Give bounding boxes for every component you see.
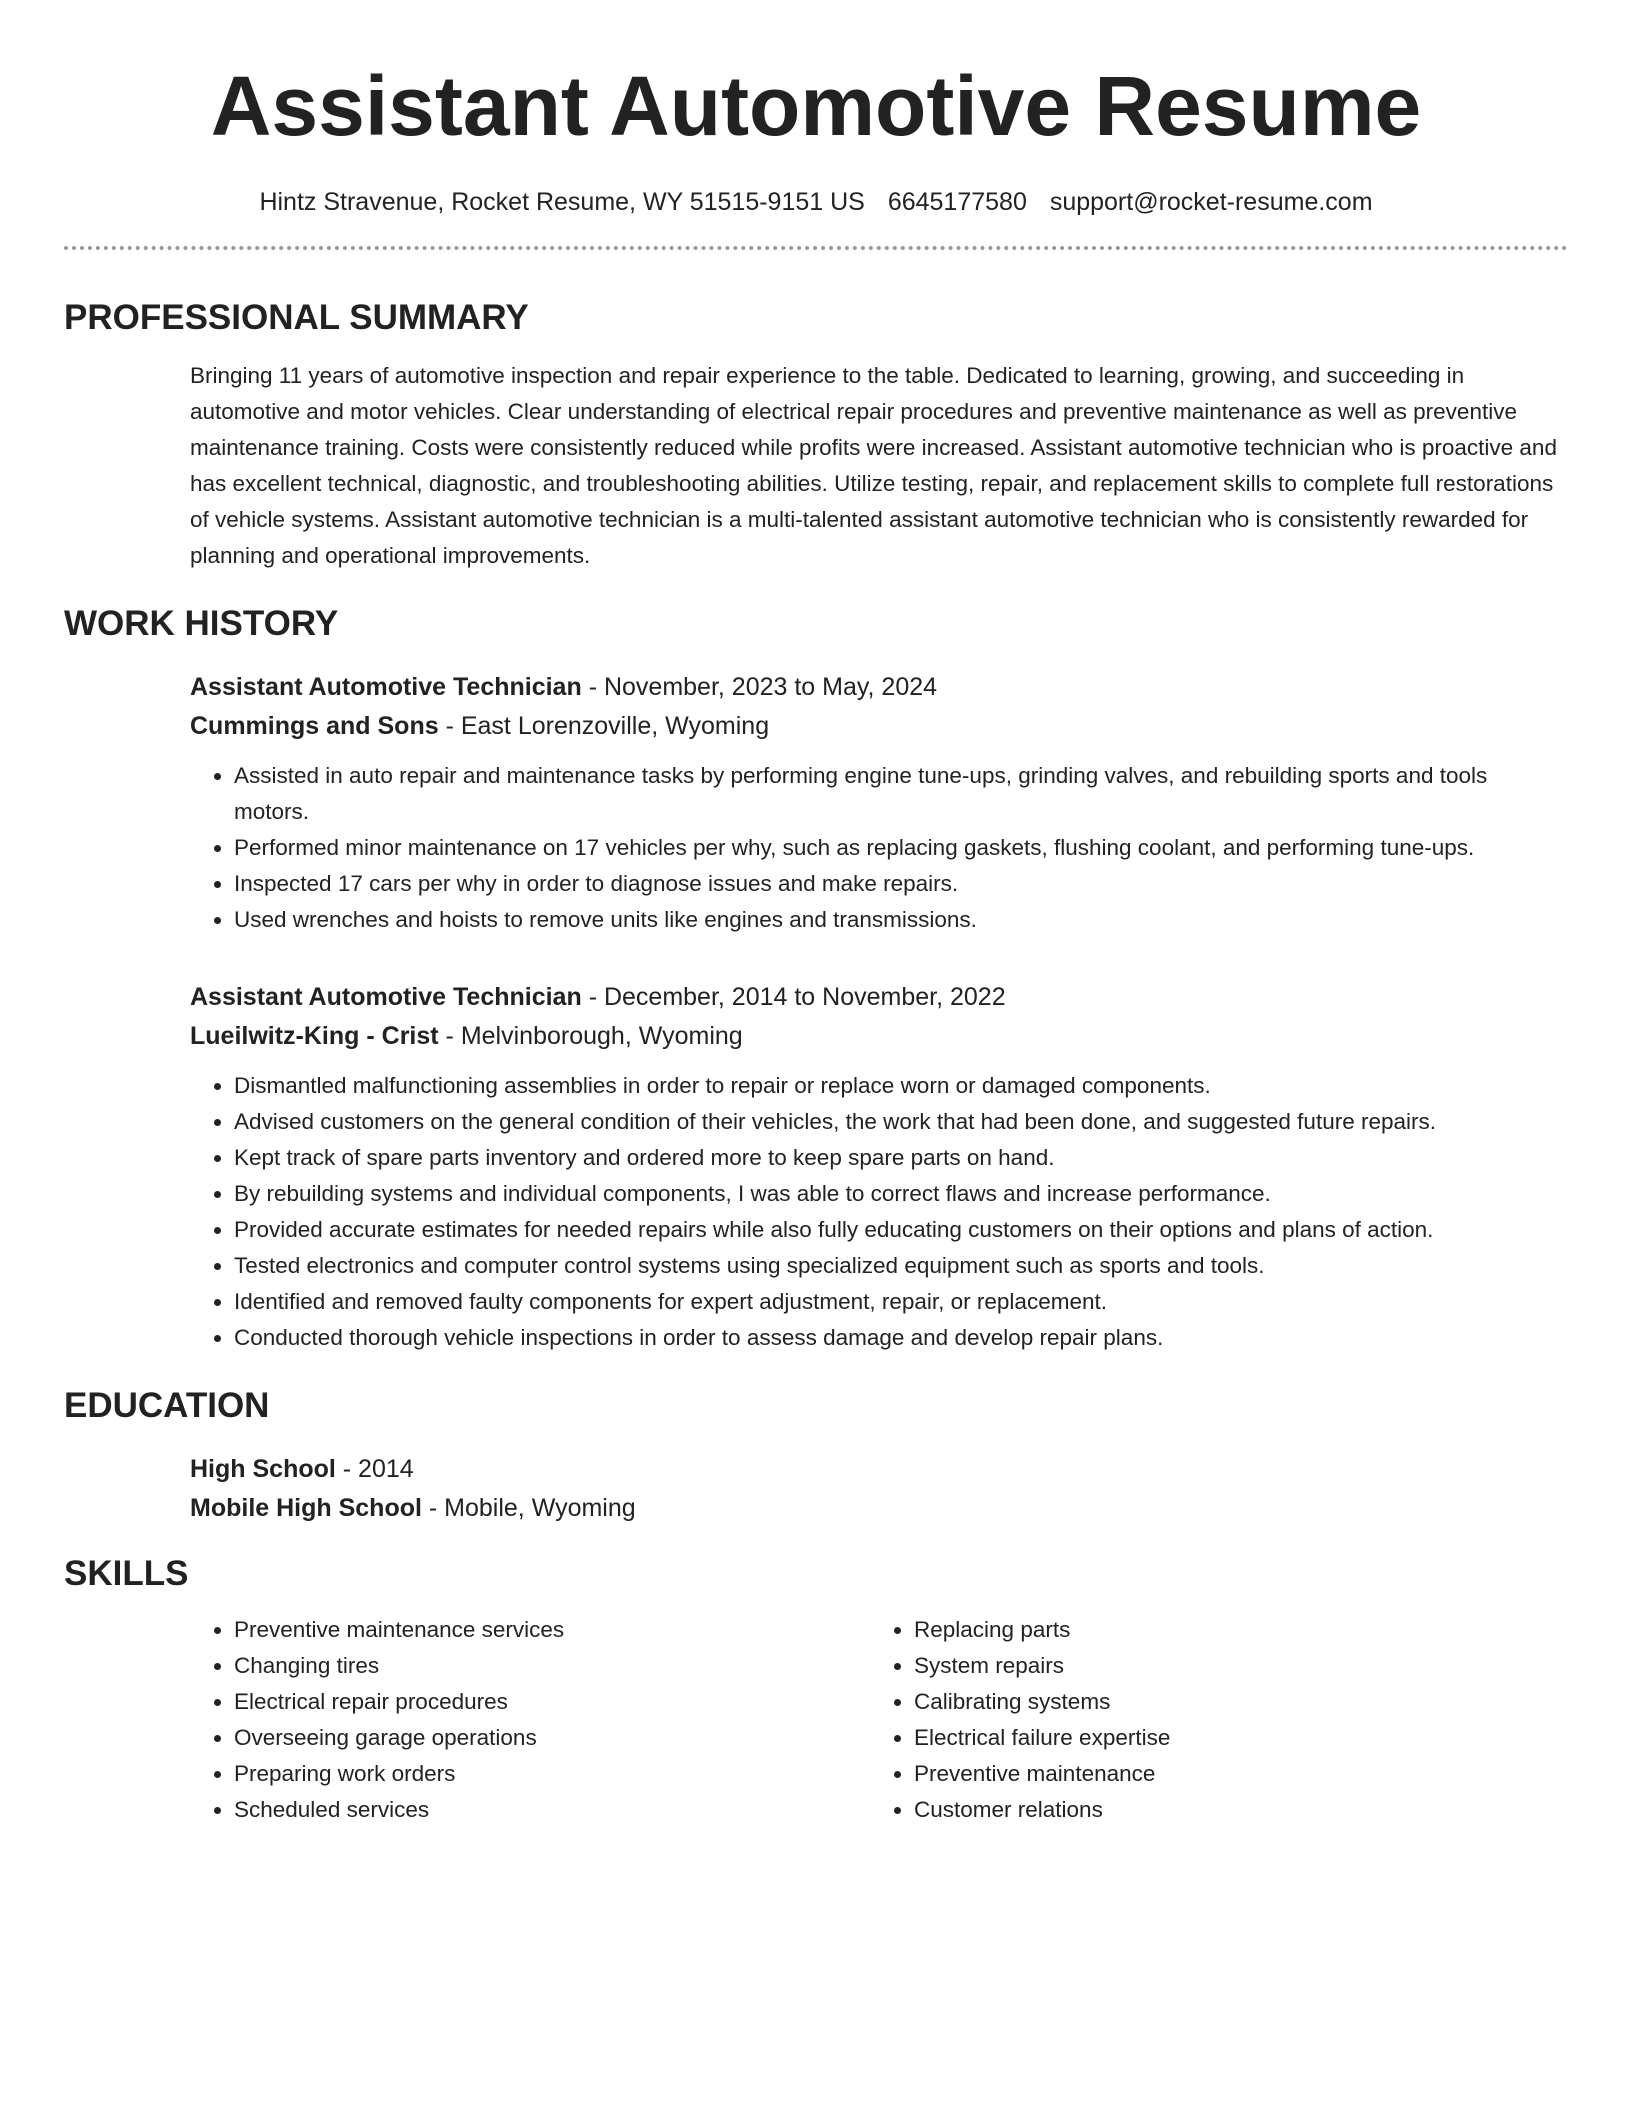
- education-entry: [190, 1450, 1568, 1528]
- job-role-line: [190, 978, 1568, 1017]
- skills-columns: [190, 1612, 1568, 1828]
- skill-item: • Customer relations: [914, 1792, 1550, 1828]
- job-bullet: • Assisted in auto repair and maintenance tasks by performing engine tune-ups, grinding valves, and rebuilding sports and tools motors.: [234, 758, 1568, 830]
- education-degree-line: [190, 1450, 1568, 1489]
- summary-text: Bringing 11 years of automotive inspection and repair experience to the table. Dedicated to learning, growing, and succeeding in automotive and motor vehicles. Clear understanding of electrical repair procedures and preventive maintenance as well as preventive maintenance training. Costs were consistently reduced while profits were increased. Assistant automotive technician who is proactive and has excellent technical, diagnostic, and troubleshooting abilities. Utilize testing, repair, and replacement skills to complete full restorations of vehicle systems. Assistant automotive technician is a multi-talented assistant automotive technician who is consistently rewarded for planning and operational improvements.: [190, 363, 1557, 568]
- job-dates: - December, 2014 to November, 2022: [581, 983, 1006, 1011]
- education-location: - Mobile, Wyoming: [421, 1494, 636, 1522]
- contact-line: [64, 186, 1568, 218]
- job-company: Lueilwitz-King - Crist: [190, 1022, 439, 1050]
- job-bullet: • By rebuilding systems and individual components, I was able to correct flaws and increase performance.: [234, 1176, 1568, 1212]
- job-bullet-list: [190, 1068, 1568, 1356]
- job-bullet: • Performed minor maintenance on 17 vehicles per why, such as replacing gaskets, flushing coolant, and performing tune-ups.: [234, 830, 1568, 866]
- skill-item: • Preventive maintenance services: [234, 1612, 870, 1648]
- header-divider: [64, 246, 1568, 250]
- section-title-work-history: WORK HISTORY: [64, 604, 339, 643]
- education-school: Mobile High School: [190, 1494, 422, 1522]
- skill-item: • Preparing work orders: [234, 1756, 870, 1792]
- job-bullet: • Conducted thorough vehicle inspections in order to assess damage and develop repair plans.: [234, 1320, 1568, 1356]
- education-degree: High School: [190, 1455, 336, 1483]
- job-bullet: • Advised customers on the general condition of their vehicles, the work that had been done, and suggested future repairs.: [234, 1104, 1568, 1140]
- skill-item: • Replacing parts: [914, 1612, 1550, 1648]
- job-bullet: • Provided accurate estimates for needed repairs while also fully educating customers on their options and plans of action.: [234, 1212, 1568, 1248]
- skills-list-right: [870, 1612, 1550, 1828]
- job-bullet: • Used wrenches and hoists to remove units like engines and transmissions.: [234, 902, 1568, 938]
- section-title-summary: PROFESSIONAL SUMMARY: [64, 298, 529, 337]
- skill-item: • Preventive maintenance: [914, 1756, 1550, 1792]
- job-role-line: [190, 668, 1568, 707]
- education-year: - 2014: [335, 1455, 414, 1483]
- job-role: Assistant Automotive Technician: [190, 673, 582, 701]
- job-role: Assistant Automotive Technician: [190, 983, 582, 1011]
- section-title-education: EDUCATION: [64, 1386, 270, 1425]
- job-company-line: [190, 707, 1568, 746]
- job-company-line: [190, 1017, 1568, 1056]
- skills-list-left: [190, 1612, 870, 1828]
- skill-item: • Changing tires: [234, 1648, 870, 1684]
- job-entry: [190, 978, 1568, 1356]
- job-entry: [190, 668, 1568, 938]
- resume-title: Assistant Automotive Resume: [210, 59, 1422, 153]
- skill-item: • Calibrating systems: [914, 1684, 1550, 1720]
- job-location: - East Lorenzoville, Wyoming: [438, 712, 770, 740]
- education-school-line: [190, 1489, 1568, 1528]
- contact-address: Hintz Stravenue, Rocket Resume, WY 51515-9151 US: [259, 188, 865, 216]
- job-bullet-list: [190, 758, 1568, 938]
- contact-email: support@rocket-resume.com: [1049, 188, 1373, 216]
- job-bullet: • Identified and removed faulty components for expert adjustment, repair, or replacement.: [234, 1284, 1568, 1320]
- job-bullet: • Tested electronics and computer control systems using specialized equipment such as sports and tools.: [234, 1248, 1568, 1284]
- skill-item: • Electrical failure expertise: [914, 1720, 1550, 1756]
- job-dates: - November, 2023 to May, 2024: [581, 673, 938, 701]
- skill-item: • Scheduled services: [234, 1792, 870, 1828]
- job-location: - Melvinborough, Wyoming: [438, 1022, 743, 1050]
- job-bullet: • Inspected 17 cars per why in order to diagnose issues and make repairs.: [234, 866, 1568, 902]
- contact-phone: 6645177580: [887, 188, 1027, 216]
- job-bullet: • Dismantled malfunctioning assemblies in order to repair or replace worn or damaged components.: [234, 1068, 1568, 1104]
- job-company: Cummings and Sons: [190, 712, 439, 740]
- resume-header: [64, 0, 1568, 218]
- skill-item: • System repairs: [914, 1648, 1550, 1684]
- section-title-skills: SKILLS: [64, 1554, 189, 1593]
- skill-item: • Electrical repair procedures: [234, 1684, 870, 1720]
- skill-item: • Overseeing garage operations: [234, 1720, 870, 1756]
- job-bullet: • Kept track of spare parts inventory and ordered more to keep spare parts on hand.: [234, 1140, 1568, 1176]
